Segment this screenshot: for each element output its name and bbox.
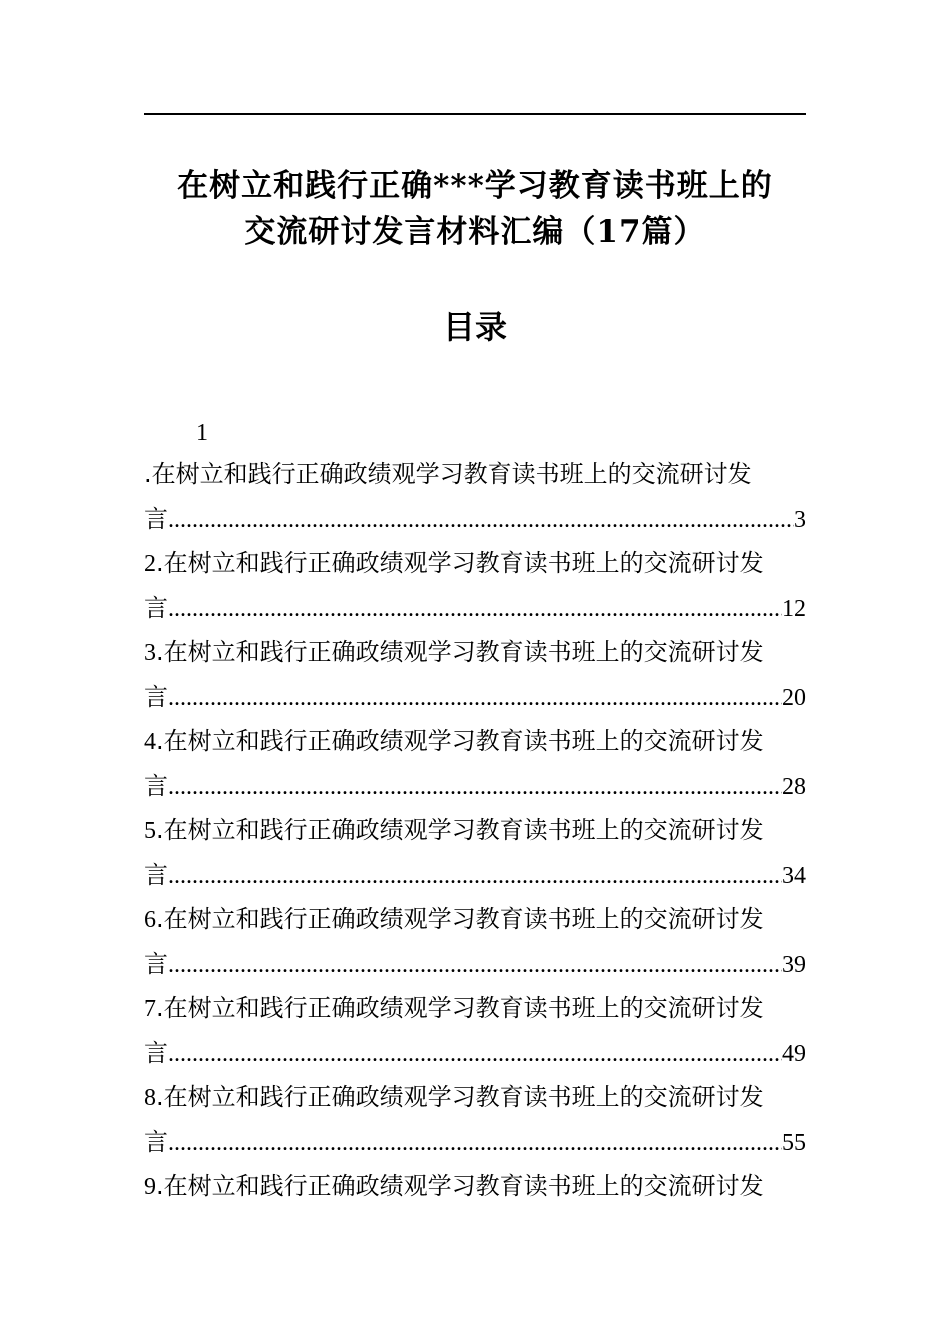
toc-entry-7-title[interactable]: 7.在树立和践行正确政绩观学习教育读书班上的交流研讨发 bbox=[144, 994, 764, 1022]
toc-entry-7-page: 49 bbox=[782, 1040, 806, 1067]
toc-entry-2-page: 12 bbox=[782, 595, 806, 622]
dot-leader bbox=[168, 676, 782, 720]
document-title bbox=[130, 163, 820, 255]
dot-leader bbox=[168, 854, 782, 898]
title-line-2: 交流研讨发言材料汇编（17篇） bbox=[244, 214, 706, 250]
toc-entry-8-title[interactable]: 8.在树立和践行正确政绩观学习教育读书班上的交流研讨发 bbox=[144, 1083, 764, 1111]
toc-entry-3-title[interactable]: 3.在树立和践行正确政绩观学习教育读书班上的交流研讨发 bbox=[144, 638, 764, 666]
toc-entry-7-leader[interactable]: 言 ..... 49 bbox=[144, 1031, 806, 1076]
table-of-contents bbox=[144, 414, 806, 1209]
title-line-1: 在树立和践行正确***学习教育读书班上的 bbox=[177, 168, 773, 204]
toc-entry-5-page: 34 bbox=[782, 862, 806, 889]
toc-entry-4-leader[interactable]: 言 ..... 28 bbox=[144, 764, 806, 809]
toc-entry-1-number: 1 bbox=[196, 420, 208, 446]
toc-heading: 目录 bbox=[442, 308, 507, 346]
dot-leader bbox=[168, 1032, 782, 1076]
dot-leader bbox=[168, 943, 782, 987]
toc-entry-2-leader[interactable]: 言 ..... 12 bbox=[144, 586, 806, 631]
dot-leader bbox=[168, 1121, 782, 1165]
toc-entry-6-title[interactable]: 6.在树立和践行正确政绩观学习教育读书班上的交流研讨发 bbox=[144, 905, 764, 933]
dot-leader bbox=[168, 498, 794, 542]
toc-entry-9-title[interactable]: 9.在树立和践行正确政绩观学习教育读书班上的交流研讨发 bbox=[144, 1172, 764, 1200]
dot-leader bbox=[168, 765, 782, 809]
toc-entry-5-leader[interactable]: 言 ..... 34 bbox=[144, 853, 806, 898]
toc-entry-3-page: 20 bbox=[782, 684, 806, 711]
toc-entry-8-page: 55 bbox=[782, 1129, 806, 1156]
header-rule bbox=[144, 113, 806, 115]
dot-leader bbox=[168, 587, 782, 631]
toc-entry-1-leader[interactable]: 言 ..... 3 bbox=[144, 497, 806, 542]
toc-entry-5-title[interactable]: 5.在树立和践行正确政绩观学习教育读书班上的交流研讨发 bbox=[144, 816, 764, 844]
toc-entry-4-title[interactable]: 4.在树立和践行正确政绩观学习教育读书班上的交流研讨发 bbox=[144, 727, 764, 755]
toc-entry-4-page: 28 bbox=[782, 773, 806, 800]
toc-entry-1-title[interactable]: .在树立和践行正确政绩观学习教育读书班上的交流研讨发 bbox=[144, 460, 752, 488]
toc-entry-2-title[interactable]: 2.在树立和践行正确政绩观学习教育读书班上的交流研讨发 bbox=[144, 549, 764, 577]
toc-entry-3-leader[interactable]: 言 ..... 20 bbox=[144, 675, 806, 720]
toc-entry-6-page: 39 bbox=[782, 951, 806, 978]
toc-entry-1-page: 3 bbox=[794, 506, 806, 533]
toc-entry-6-leader[interactable]: 言 ..... 39 bbox=[144, 942, 806, 987]
toc-entry-8-leader[interactable]: 言 ..... 55 bbox=[144, 1120, 806, 1165]
